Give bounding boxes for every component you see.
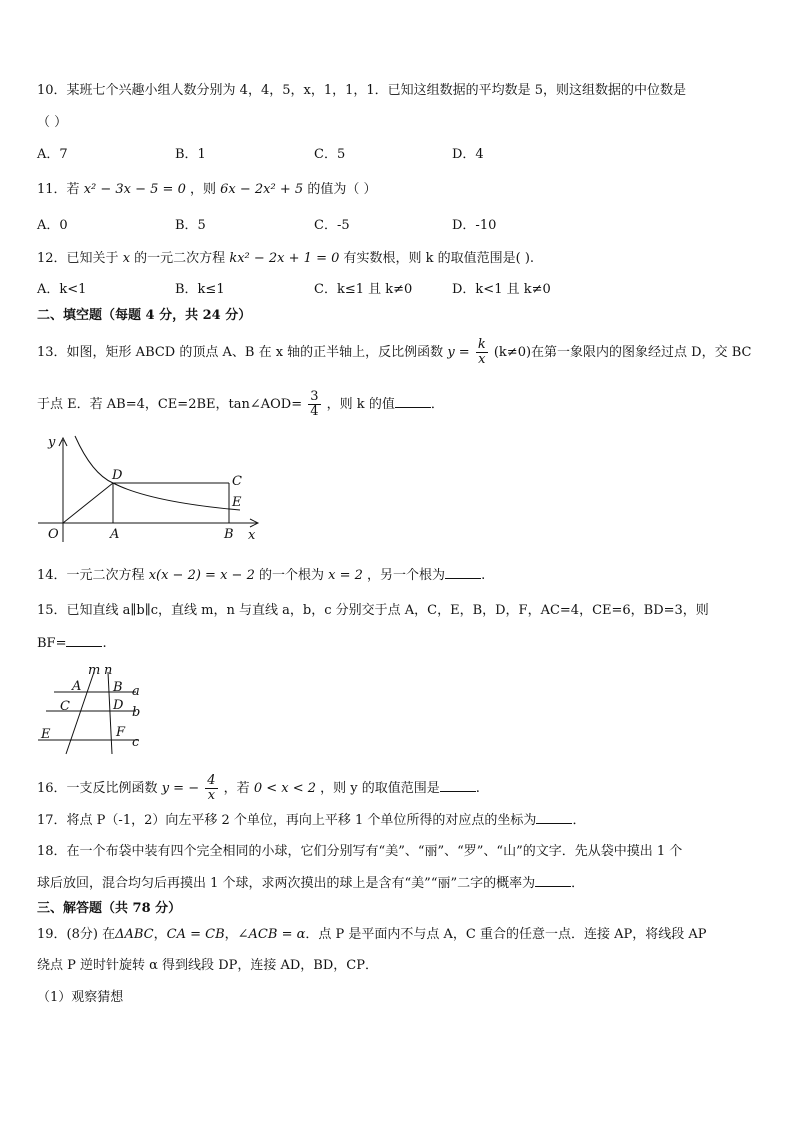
section-fill-in-heading: 二、填空题（每题 4 分，共 24 分）	[37, 308, 252, 323]
q11-option-d: D．-10	[452, 218, 497, 233]
q12-stem	[37, 250, 534, 268]
q15-label-d-point: D	[113, 698, 124, 713]
section-solution-heading: 三、解答题（共 78 分）	[37, 901, 182, 916]
q15-label-a-point: A	[72, 679, 82, 694]
q11-mid: ，则	[190, 182, 217, 197]
q13-func-denominator: x	[478, 352, 486, 367]
q19-eq1: CA = CB	[166, 927, 225, 942]
q11-stem	[37, 181, 376, 199]
q15-label-f-point: F	[116, 725, 126, 740]
q18-end: ．	[571, 876, 585, 891]
q16-mid: ，若	[223, 781, 250, 796]
q16-prefix: 16．一支反比例函数	[37, 781, 158, 796]
q16-condition: 0 < x < 2	[253, 781, 317, 796]
q13-func-fraction	[476, 338, 488, 367]
q13-label-d: D	[112, 468, 123, 483]
q17-stem	[37, 811, 585, 830]
q12-mid: 的一元二次方程	[134, 251, 226, 266]
q12-option-a: A．k<1	[37, 282, 87, 297]
q13-label-a: A	[110, 527, 120, 542]
q13-func-lhs: y =	[447, 345, 470, 360]
q13-figure	[30, 432, 270, 544]
q10-option-d: D．4	[452, 147, 484, 162]
q15-stem-line2	[37, 634, 107, 653]
q13-label-b: B	[224, 527, 234, 542]
q11-option-b: B．5	[175, 218, 206, 233]
q16-denominator: x	[207, 788, 216, 803]
q11-expression: 6x − 2x² + 5	[220, 182, 304, 197]
q13-answer-blank	[395, 395, 431, 408]
q14-end: .	[481, 568, 486, 583]
q14-mid: 的一个根为	[258, 568, 324, 583]
q16-suffix: ，则 y 的取值范围是	[320, 781, 440, 796]
q13-label-c: C	[232, 474, 242, 489]
q12-option-d: D．k<1 且 k≠0	[452, 282, 551, 297]
q13-tan-numerator: 3	[310, 389, 319, 404]
q14-root: x = 2	[328, 568, 363, 583]
q11-prefix: 11．若	[37, 182, 80, 197]
q15-label-n: n	[104, 664, 113, 678]
q17-text: 17．将点 P（-1，2）向左平移 2 个单位，再向上平移 1 个单位所得的对应点的坐标为	[37, 813, 537, 828]
q13-part2: (k≠0)在第一象限内的图象经过点 D，交 BC	[493, 345, 752, 360]
q19-line1-d: ．点 P 是平面内不与点 A，C 重合的任意一点．连接 AP，将线段 AP	[305, 927, 707, 942]
q12-option-c: C．k≤1 且 k≠0	[314, 282, 413, 297]
q14-answer-blank	[445, 566, 481, 579]
q19-line1-b: ，	[153, 927, 167, 942]
q13-end: ．	[430, 397, 444, 412]
q16-answer-blank	[440, 779, 476, 792]
q11-suffix: 的值为（ ）	[307, 182, 377, 197]
q11-option-a: A．0	[37, 218, 68, 233]
q18-line2: 球后放回，混合均匀后再摸出 1 个球，求两次摸出的球上是含有“美”“丽”二字的概率为	[37, 876, 536, 891]
q18-stem-line2	[37, 874, 584, 893]
q13-stem-line1	[37, 338, 751, 367]
q13-part1: 13．如图，矩形 ABCD 的顶点 A、B 在 x 轴的正半轴上，反比例函数	[37, 345, 444, 360]
q15-label-m: m	[88, 664, 101, 678]
q19-line1-c: ，	[224, 927, 238, 942]
q10-option-c: C．5	[314, 147, 346, 162]
q19-triangle: ΔABC	[115, 927, 154, 942]
q15-line2: BF=	[37, 636, 67, 651]
q13-func-numerator: k	[477, 337, 486, 352]
q15-label-a-line: a	[132, 684, 140, 699]
q14-equation: x(x − 2) = x − 2	[148, 568, 255, 583]
q12-variable: x	[122, 251, 131, 266]
q19-eq2: ∠ACB = α	[237, 927, 306, 942]
q10-stem: 10．某班七个兴趣小组人数分别为 4，4，5，x，1，1，1．已知这组数据的平均数是 5，则这组数据的中位数是	[37, 83, 687, 98]
q16-lhs: y = −	[161, 781, 200, 796]
q18-answer-blank	[535, 874, 571, 887]
q13-tan-denominator: 4	[310, 404, 319, 419]
q14-suffix: ，另一个根为	[367, 568, 446, 583]
q14-prefix: 14．一元二次方程	[37, 568, 145, 583]
q12-option-b: B．k≤1	[175, 282, 225, 297]
q16-stem	[37, 774, 480, 803]
q15-line-n	[108, 672, 112, 754]
q15-label-e-point: E	[41, 727, 51, 742]
q19-subquestion-1: （1）观察猜想	[37, 990, 124, 1005]
q15-label-b-point: B	[113, 680, 123, 695]
q18-stem-line1: 18．在一个布袋中装有四个完全相同的小球，它们分别写有“美”、“丽”、“罗”、“山”的文字．先从袋中摸出 1 个	[37, 844, 683, 859]
q15-end: .	[102, 636, 107, 651]
q13-part4: ，则 k 的值	[326, 397, 395, 412]
q10-answer-paren: （ ）	[37, 115, 68, 130]
q12-suffix: 有实数根，则 k 的取值范围是( ).	[343, 251, 535, 266]
q13-label-e: E	[232, 495, 242, 510]
q16-numerator: 4	[207, 773, 216, 788]
q12-equation: kx² − 2x + 1 = 0	[229, 251, 340, 266]
q15-label-c-line: c	[132, 735, 140, 750]
q11-equation: x² − 3x − 5 = 0	[83, 182, 186, 197]
q12-prefix: 12．已知关于	[37, 251, 119, 266]
q17-end: ．	[572, 813, 586, 828]
q19-stem-line1	[37, 926, 707, 944]
q10-option-a: A．7	[37, 147, 68, 162]
q16-fraction	[205, 774, 217, 803]
q13-part3: 于点 E．若 AB=4，CE=2BE，tan∠AOD=	[37, 397, 303, 412]
q15-figure	[36, 664, 146, 756]
q13-tan-fraction	[308, 390, 320, 419]
q15-label-c-point: C	[60, 699, 70, 714]
q13-label-y: y	[48, 435, 56, 450]
q15-label-b-line: b	[132, 705, 141, 720]
q16-end: .	[475, 781, 480, 796]
q13-label-x: x	[248, 528, 256, 543]
q17-answer-blank	[536, 811, 572, 824]
q19-line1-a: 19．(8分) 在	[37, 927, 116, 942]
q13-segment-od	[63, 483, 113, 523]
q14-stem	[37, 566, 485, 585]
q15-stem-line1: 15．已知直线 a∥b∥c，直线 m，n 与直线 a，b，c 分别交于点 A，C，E，B，D，F，AC=4，CE=6，BD=3，则	[37, 603, 709, 618]
q13-hyperbola	[75, 436, 240, 510]
q10-option-b: B．1	[175, 147, 206, 162]
q15-answer-blank	[66, 634, 102, 647]
q11-option-c: C．-5	[314, 218, 350, 233]
q13-stem-line2	[37, 390, 444, 419]
q19-stem-line2: 绕点 P 逆时针旋转 α 得到线段 DP，连接 AD，BD，CP．	[37, 958, 378, 973]
q13-label-o: O	[48, 527, 59, 542]
